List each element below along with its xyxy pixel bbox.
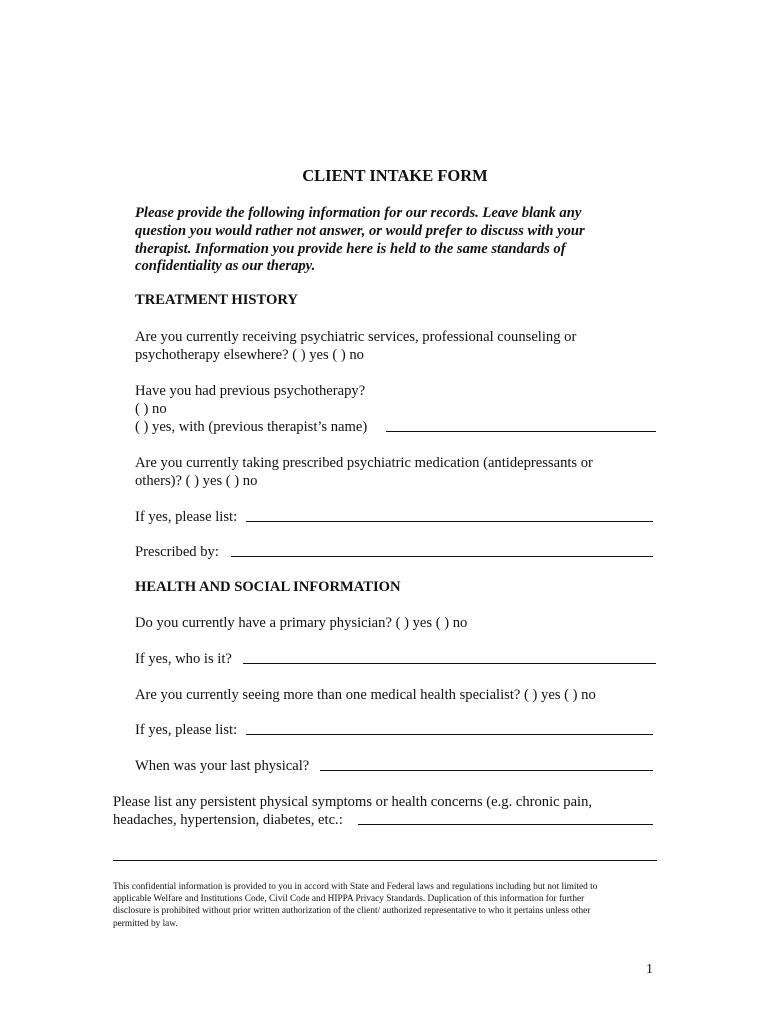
- symptoms-line2: headaches, hypertension, diabetes, etc.:: [113, 812, 343, 828]
- confidentiality-notice: [113, 881, 597, 930]
- option-previous-yes: ( ) yes, with (previous therapist’s name): [135, 419, 368, 435]
- intro-line: question you would rather not answer, or would prefer to discuss with your: [135, 222, 585, 239]
- symptoms-line1: Please list any persistent physical symptoms or health concerns (e.g. chronic pain,: [113, 794, 593, 810]
- q-psychiatric-services-line1: Are you currently receiving psychiatric services, professional counseling or: [135, 329, 577, 345]
- health-social-heading: HEALTH AND SOCIAL INFORMATION: [135, 579, 401, 595]
- notice-line: applicable Welfare and Institutions Code, Civil Code and HIPPA Privacy Standards. Duplication of this information for further: [113, 894, 585, 905]
- last-physical-label: When was your last physical?: [135, 758, 310, 774]
- page-number: 1: [646, 962, 653, 977]
- form-title: CLIENT INTAKE FORM: [302, 166, 488, 185]
- intro-line: Please provide the following information for our records. Leave blank any: [135, 205, 582, 221]
- symptoms-field[interactable]: [358, 824, 653, 825]
- previous-therapist-name-field[interactable]: [386, 431, 656, 432]
- q-psychiatric-services-line2: psychotherapy elsewhere? ( ) yes ( ) no: [135, 347, 364, 363]
- medication-list-label: If yes, please list:: [135, 509, 238, 525]
- q-medication-line1: Are you currently taking prescribed psychiatric medication (antidepressants or: [135, 455, 593, 471]
- q-medication-line2: others)? ( ) yes ( ) no: [135, 473, 258, 489]
- option-previous-no: ( ) no: [135, 401, 167, 417]
- notice-line: permitted by law.: [113, 918, 178, 929]
- symptoms-field-continued[interactable]: [113, 860, 657, 861]
- intro-line: therapist. Information you provide here is held to the same standards of: [135, 240, 566, 257]
- physician-name-label: If yes, who is it?: [135, 651, 232, 667]
- notice-line: disclosure is prohibited without prior written authorization of the client/ authorized representative to who it pertains unless other: [113, 906, 591, 917]
- q-medical-specialist: Are you currently seeing more than one medical health specialist? ( ) yes ( ) no: [135, 687, 596, 703]
- specialist-list-field[interactable]: [246, 734, 653, 735]
- prescribed-by-label: Prescribed by:: [135, 544, 219, 560]
- intro-line: confidentiality as our therapy.: [135, 258, 316, 275]
- last-physical-field[interactable]: [320, 770, 653, 771]
- intro-paragraph: [135, 205, 585, 276]
- treatment-history-heading: TREATMENT HISTORY: [135, 292, 298, 308]
- q-primary-physician: Do you currently have a primary physician? ( ) yes ( ) no: [135, 615, 468, 631]
- physician-name-field[interactable]: [243, 663, 656, 664]
- notice-line: This confidential information is provided to you in accord with State and Federal laws and regulations including but not limited to: [113, 882, 598, 892]
- prescribed-by-field[interactable]: [231, 556, 653, 557]
- specialist-list-label: If yes, please list:: [135, 722, 238, 738]
- medication-list-field[interactable]: [246, 521, 653, 522]
- q-previous-psychotherapy: Have you had previous psychotherapy?: [135, 383, 366, 399]
